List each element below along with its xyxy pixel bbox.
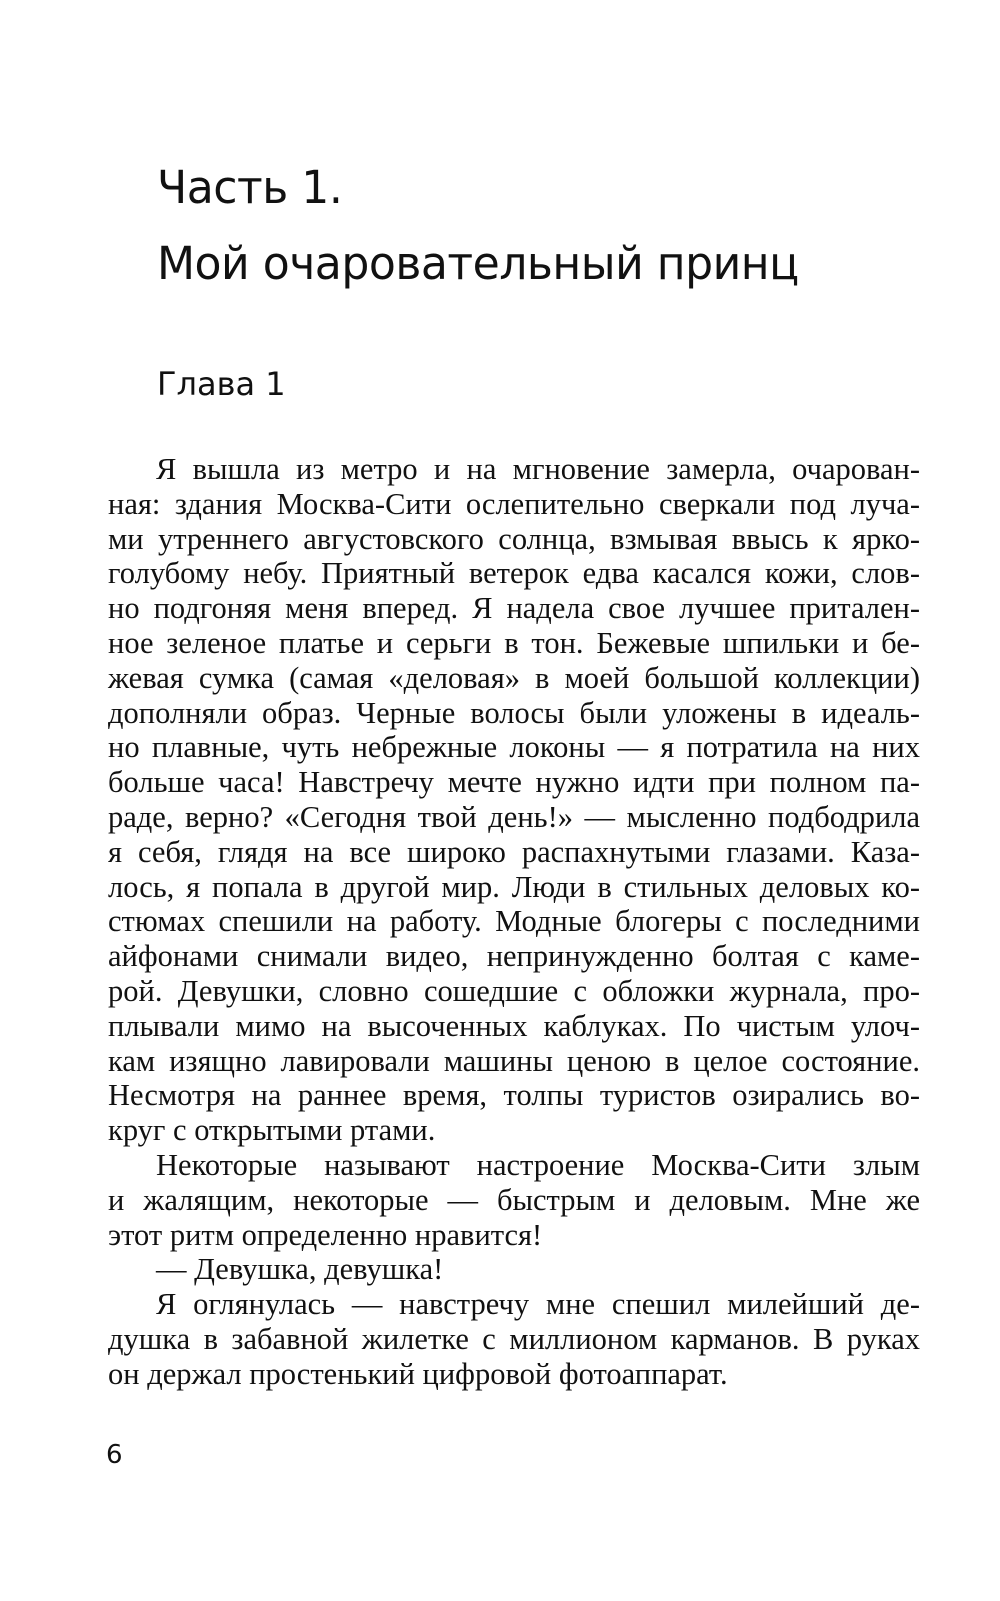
part-title <box>157 150 902 302</box>
paragraph <box>108 1148 920 1252</box>
text-line: Несмотря на раннее время, толпы туристов озирались во- <box>108 1078 920 1113</box>
text-line: плывали мимо на высоченных каблуках. По чистым улоч- <box>108 1008 920 1043</box>
text-line: Я вышла из метро и на мгновение замерла, очарован- <box>156 452 920 486</box>
text-line: я себя, глядя на все широко распахнутыми глазами. Каза- <box>108 834 920 869</box>
text-line: этот ритм определенно нравится! <box>108 1217 543 1252</box>
paragraph <box>108 452 920 1148</box>
text-line: раде, верно? «Сегодня твой день!» — мысленно подбодрила <box>108 799 920 834</box>
text-line: душка в забавной жилетке с миллионом карманов. В руках <box>108 1321 920 1356</box>
text-line: голубому небу. Приятный ветерок едва касался кожи, слов- <box>108 556 920 591</box>
text-line: но плавные, чуть небрежные локоны — я потратила на них <box>108 730 920 765</box>
text-line: ная: здания Москва-Сити ослепительно сверкали под луча- <box>108 486 920 521</box>
text-line: айфонами снимали видео, непринужденно болтая с каме- <box>108 939 920 974</box>
text-line: стюмах спешили на работу. Модные блогеры с последними <box>108 904 920 939</box>
text-line: ми утреннего августовского солнца, взмывая ввысь к ярко- <box>108 521 920 556</box>
text-line: — Девушка, девушка! <box>156 1252 444 1287</box>
text-line: Некоторые называют настроение Москва-Сити злым <box>156 1147 920 1182</box>
text-line: Я оглянулась — навстречу мне спешил милейший де- <box>156 1287 920 1322</box>
text-line: жевая сумка (самая «деловая» в моей большой коллекции) <box>108 660 920 695</box>
part-title-name: Мой очаровательный принц <box>157 237 799 290</box>
part-title-number: Часть 1. <box>157 161 343 214</box>
text-line: рой. Девушки, словно сошедшие с обложки журнала, про- <box>108 973 920 1008</box>
page-number: 6 <box>106 1440 123 1470</box>
text-line: кам изящно лавировали машины ценою в целое состояние. <box>108 1043 920 1078</box>
chapter-title: Глава 1 <box>157 365 286 403</box>
text-line: ное зеленое платье и серьги в тон. Бежевые шпильки и бе- <box>108 625 920 660</box>
text-line: лось, я попала в другой мир. Люди в стильных деловых ко- <box>108 869 920 904</box>
text-line: больше часа! Навстречу мечте нужно идти при полном па- <box>108 765 920 800</box>
text-line: круг с открытыми ртами. <box>108 1113 436 1148</box>
body-text <box>108 452 920 1392</box>
text-line: дополняли образ. Черные волосы были уложены в идеаль- <box>108 695 920 730</box>
text-line: и жалящим, некоторые — быстрым и деловым. Мне же <box>108 1182 920 1217</box>
dialogue-paragraph <box>108 1252 920 1287</box>
text-line: он держал простенький цифровой фотоаппарат. <box>108 1356 728 1391</box>
paragraph <box>108 1287 920 1391</box>
text-line: но подгоняя меня вперед. Я надела свое лучшее притален- <box>108 591 920 626</box>
